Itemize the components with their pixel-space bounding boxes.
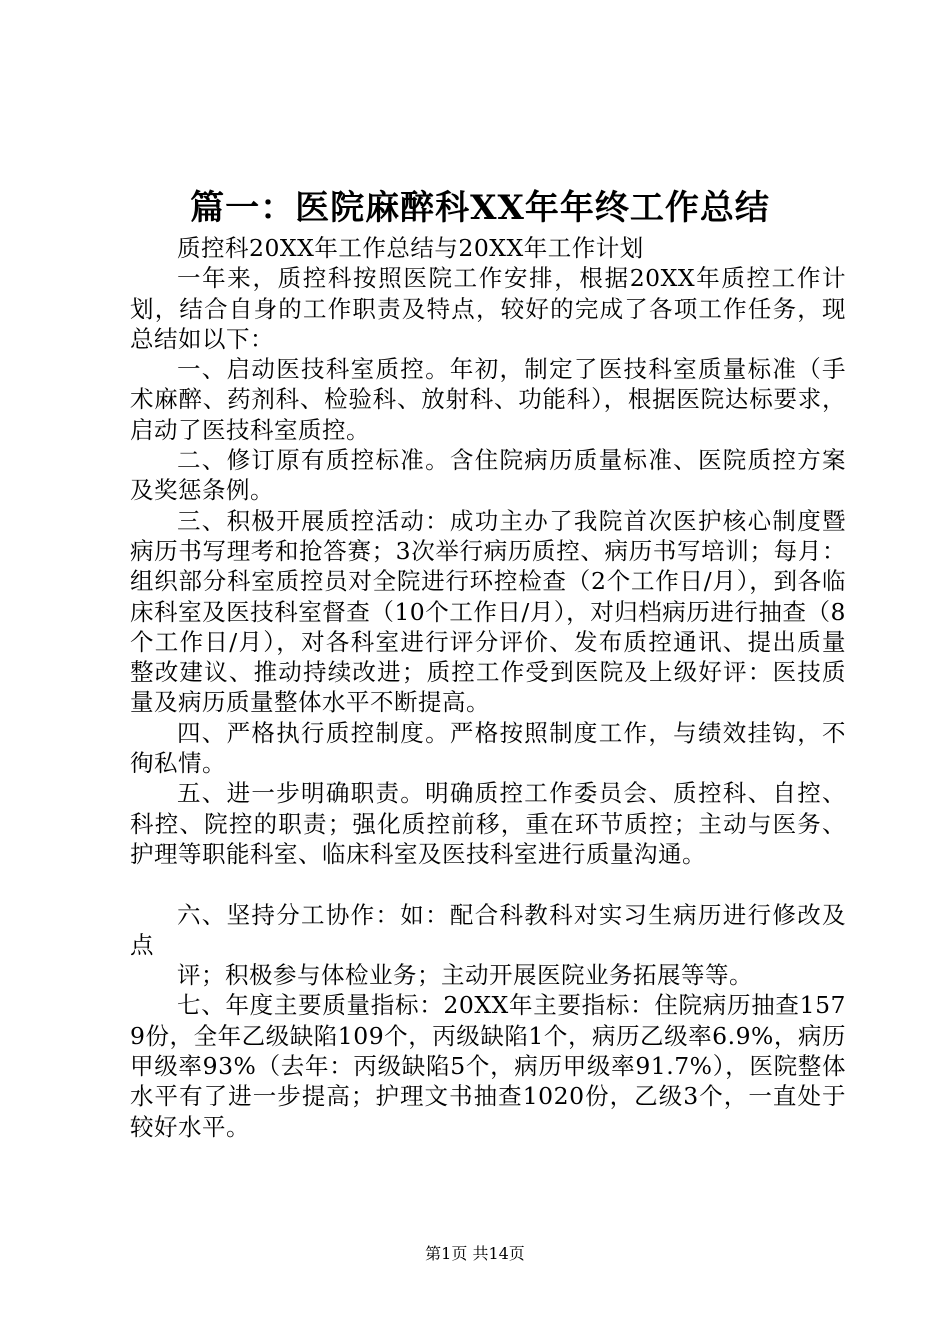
paragraph-item-6: 六、坚持分工协作：如：配合科教科对实习生病历进行修改及点 [130, 900, 846, 959]
document-title: 篇一：医院麻醉科XX年年终工作总结 [190, 188, 770, 228]
paragraph-intro: 一年来，质控科按照医院工作安排，根据20XX年质控工作计划，结合自身的工作职责及特点，较好的完成了各项工作任务，现总结如以下： [130, 264, 846, 353]
paragraph-item-1: 一、启动医技科室质控。年初，制定了医技科室质量标准（手术麻醉、药剂科、检验科、放射科、功能科），根据医院达标要求，启动了医技科室质控。 [130, 355, 846, 444]
paragraph-item-3: 三、积极开展质控活动：成功主办了我院首次医护核心制度暨病历书写理考和抢答赛；3次举行病历质控、病历书写培训；每月：组织部分科室质控员对全院进行环控检查（2个工作日/月），到各临床科室及医技科室督查（10个工作日/月），对归档病历进行抽查（8个工作日/月），对各科室进行评分评价、发布质控通讯、提出质量整改建议、推动持续改进；质控工作受到医院及上级好评：医技质量及病历质量整体水平不断提高。 [130, 506, 846, 717]
paragraph-item-5: 五、进一步明确职责。明确质控工作委员会、质控科、自控、科控、院控的职责；强化质控前移，重在环节质控；主动与医务、护理等职能科室、临床科室及医技科室进行质量沟通。 [130, 779, 846, 868]
paragraph-item-2: 二、修订原有质控标准。含住院病历质量标准、医院质控方案及奖惩条例。 [130, 446, 846, 505]
paragraph-item-6-continued: 评；积极参与体检业务；主动开展医院业务拓展等等。 [177, 961, 753, 990]
paragraph-item-7: 七、年度主要质量指标：20XX年主要指标：住院病历抽查1579份，全年乙级缺陷109个，丙级缺陷1个，病历乙级率6.9%，病历甲级率93%（去年：丙级缺陷5个，病历甲级率91.7%），医院整体水平有了进一步提高；护理文书抽查1020份，乙级3个，一直处于较好水平。 [130, 991, 846, 1141]
paragraph-item-4: 四、严格执行质控制度。严格按照制度工作，与绩效挂钩，不徇私情。 [130, 718, 846, 778]
page-footer: 第1页 共14页 [425, 1244, 525, 1263]
document-body [130, 233, 846, 1142]
paragraph-subtitle: 质控科20XX年工作总结与20XX年工作计划 [177, 234, 644, 262]
